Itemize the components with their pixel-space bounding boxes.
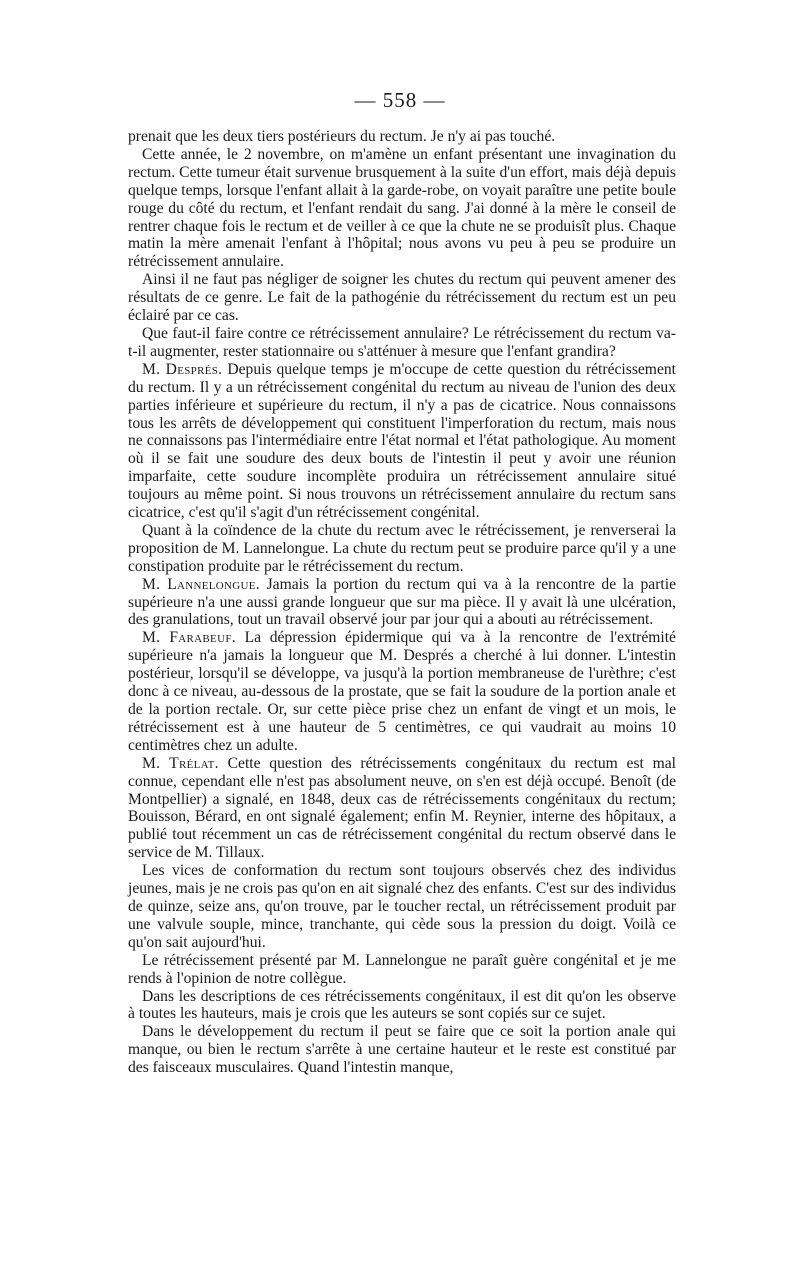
paragraph (128, 862, 676, 952)
paragraph (128, 271, 676, 325)
paragraph-text: Depuis quelque temps je m'occupe de cette question du rétrécissement du rectum. Il y a un rétrécissement congénital du rectum au niveau de l'union des deux parties inférieure et supérieure du rectum, il n'y a pas de cicatrice. Nous connaissons tous les arrêts de développement qui constituent l'imperforation du rectum, mais nous ne connaissons pas l'intermédiaire entre l'état normal et l'état pathologique. Au moment où il se fait une soudure des deux bouts de l'intestin il peut y avoir une réunion imparfaite, cette soudure incomplète produira un rétrécissement annulaire situé toujours au même point. Si nous trouvons un rétrécissement annulaire du rectum sans cicatrice, c'est qu'il s'agit d'un rétrécissement congénital. (128, 360, 676, 522)
page-number: — 558 — (354, 88, 446, 112)
paragraph-text: prenait que les deux tiers postérieurs du rectum. Je n'y ai pas touché. (128, 128, 556, 145)
paragraph-text: Cette année, le 2 novembre, on m'amène un enfant présentant une invagination du rectum. Cette tumeur était survenue brusquement à la suite d'un effort, mais déjà depuis quelque temps, lorsque l'enfant allait à la garde-robe, on voyait paraître une petite boule rouge du côté du rectum, et l'enfant rendait du sang. J'ai donné à la mère le conseil de rentrer chaque fois le rectum et de veiller à ce que la chute ne se produisît plus. Chaque matin la mère amenait l'enfant à l'hôpital; nous avons vu peu à peu se produire un rétrécissement annulaire. (128, 145, 676, 271)
paragraph (128, 522, 676, 576)
paragraph (128, 146, 676, 271)
paragraph (128, 1023, 676, 1077)
paragraph-text: Ainsi il ne faut pas négliger de soigner les chutes du rectum qui peuvent amener des résultats de ce genre. Le fait de la pathogénie du rétrécissement du rectum est un peu éclairé par ce cas. (128, 271, 676, 325)
speaker-name: M. Farabeuf. (142, 629, 236, 647)
paragraph-text: Quant à la coïndence de la chute du rectum avec le rétrécissement, je renverserai la proposition de M. Lannelongue. La chute du rectum peut se produire parce qu'il y a une constipation produite par le rétrécissement du rectum. (128, 521, 676, 575)
paragraph-text: Le rétrécissement présenté par M. Lannelongue ne paraît guère congénital et je me rends à l'opinion de notre collègue. (128, 951, 676, 987)
paragraph-text: La dépression épidermique qui va à la rencontre de l'extrémité supérieure n'a jamais la longueur que M. Després a cherché à lui donner. L'intestin postérieur, lorsqu'il se développe, va jusqu'à la portion membraneuse de l'urèthre; c'est donc à ce niveau, au-dessous de la prostate, que se fait la soudure de la portion anale et de la portion rectale. Or, sur cette pièce prise chez un enfant de vingt et un mois, le rétrécissement est à une hauteur de 5 centimètres, ce qui vaudrait au moins 10 centimètres chez un adulte. (128, 629, 676, 754)
speaker-name: M. Trélat. (142, 754, 219, 772)
paragraph (128, 952, 676, 988)
paragraph-text: Dans les descriptions de ces rétrécissements congénitaux, il est dit qu'on les observe à toutes les hauteurs, mais je crois que les auteurs se sont copiés sur ce sujet. (128, 987, 676, 1023)
paragraph (128, 576, 676, 630)
paragraph-text: Cette question des rétrécissements congénitaux du rectum est mal connue, cependant elle n'est pas absolument neuve, on s'en est déjà occupé. Benoît (de Montpellier) a signalé, en 1848, deux cas de rétrécissements congénitaux du rectum; Bouisson, Bérard, en ont signalé également; enfin M. Reynier, interne des hôpitaux, a publié tout récemment un cas de rétrécissement congénital du rectum observé dans le service de M. Tillaux. (128, 754, 676, 862)
paragraph-text: Les vices de conformation du rectum sont toujours observés chez des individus jeunes, mais je ne crois pas qu'on en ait signalé chez des enfants. C'est sur des individus de quinze, seize ans, qu'on trouve, par le toucher rectal, un rétrécissement produit par une valvule souple, mince, tranchante, qui cède sous la pression du doigt. Voilà ce qu'on sait aujourd'hui. (128, 862, 676, 951)
speaker-name: M. Després. (142, 360, 223, 378)
paragraph (128, 755, 676, 862)
body-text (128, 128, 676, 1077)
paragraph (128, 325, 676, 361)
paragraph-text: Que faut-il faire contre ce rétrécissement annulaire? Le rétrécissement du rectum va-t-il augmenter, rester stationnaire ou s'atténuer à mesure que l'enfant grandira? (128, 324, 676, 360)
paragraph (128, 629, 676, 754)
paragraph (128, 361, 676, 522)
paragraph-text: Jamais la portion du rectum qui va à la rencontre de la partie supérieure n'a une aussi grande longueur que sur ma pièce. Il y avait là une ulcération, des granulations, tout un travail observé jour par jour qui a abouti au rétrécissement. (128, 575, 676, 629)
speaker-name: M. Lannelongue. (142, 575, 261, 593)
paragraph (128, 128, 676, 146)
paragraph (128, 988, 676, 1024)
paragraph-text: Dans le développement du rectum il peut se faire que ce soit la portion anale qui manque, ou bien le rectum s'arrête à une certaine hauteur et le reste est constitué par des faisceaux musculaires. Quand l'intestin manque, (128, 1023, 676, 1077)
